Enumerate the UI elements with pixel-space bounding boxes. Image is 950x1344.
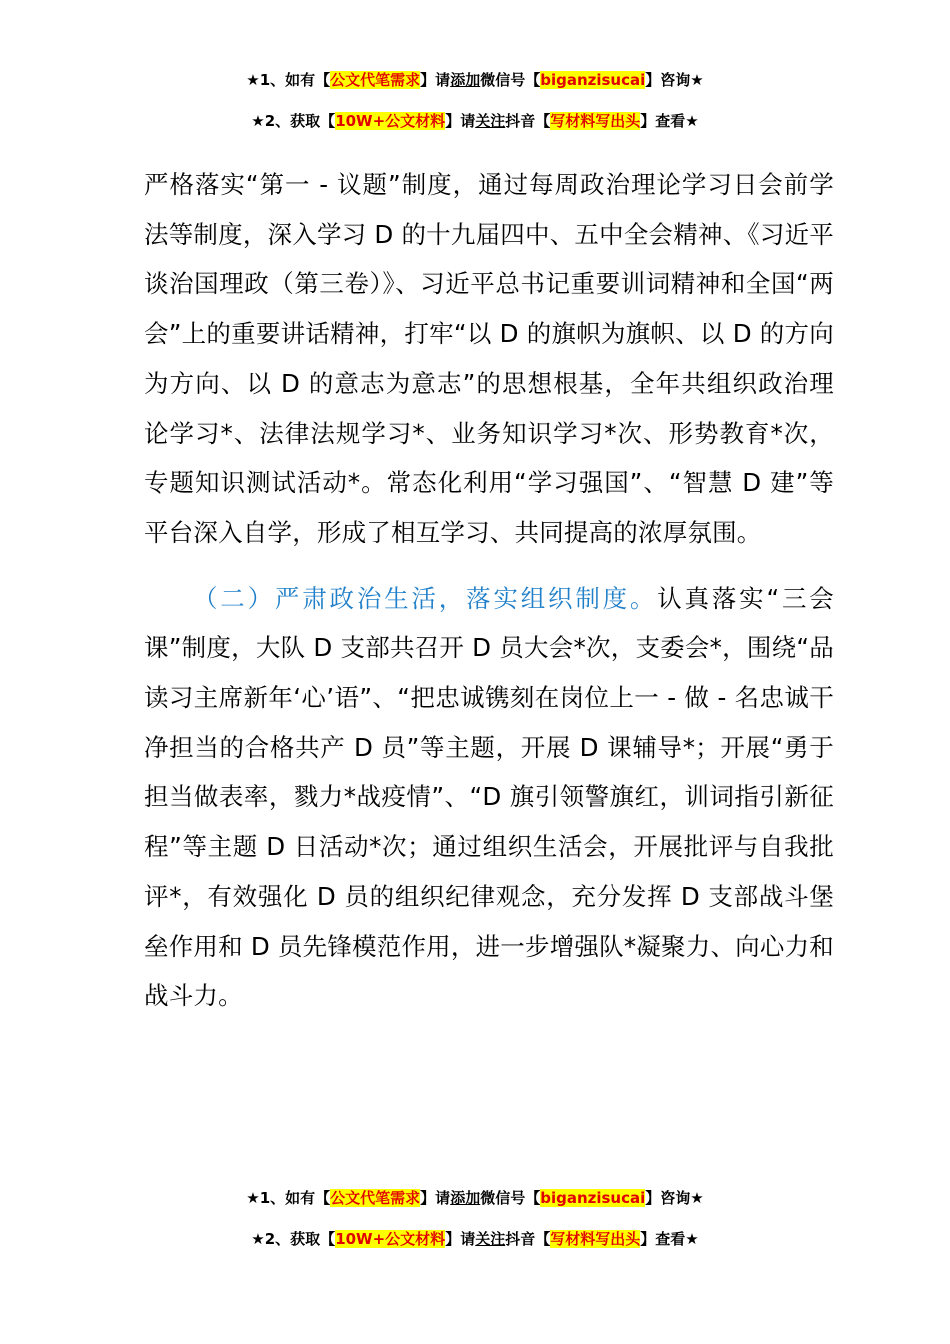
banner-text: 】查看★ <box>640 1230 699 1248</box>
top-banner-line-2 <box>0 111 950 131</box>
banner-text: 】咨询★ <box>645 1189 704 1207</box>
banner-highlight: 公文代笔需求 <box>330 71 421 89</box>
section-heading: （二）严肃政治生活，落实组织制度。 <box>193 583 658 613</box>
banner-text: ★1、如有【 <box>246 71 331 89</box>
banner-text: 微信号【 <box>480 71 541 89</box>
banner-text: 】请 <box>420 71 451 89</box>
banner-text: ★2、获取【 <box>251 112 336 130</box>
document-body <box>144 160 834 1021</box>
banner-underline: 添加 <box>450 71 481 89</box>
paragraph-1: 严格落实“第一 - 议题”制度，通过每周政治理论学习日会前学法等制度，深入学习 D 的十九届四中、五中全会精神、《习近平谈治国理政（第三卷）》、习近平总书记重要训词精神和全国“两会”上的重要讲话精神，打牢“以 D 的旗帜为旗帜、以 D 的方向为方向、以 D 的意志为意志”的思想根基，全年共组织政治理论学习*、法律法规学习*、业务知识学习*次、形势教育*次，专题知识测试活动*。常态化利用“学习强国”、“智慧 D 建”等平台深入自学，形成了相互学习、共同提高的浓厚氛围。 <box>144 170 834 547</box>
paragraph-2 <box>144 574 834 1021</box>
banner-text: 】查看★ <box>640 112 699 130</box>
banner-underline: 添加 <box>450 1189 481 1207</box>
banner-text: 】咨询★ <box>645 71 704 89</box>
banner-highlight: biganzisucai <box>540 71 646 89</box>
banner-underline: 关注 <box>475 1230 506 1248</box>
banner-text: 微信号【 <box>480 1189 541 1207</box>
banner-text: ★1、如有【 <box>246 1189 331 1207</box>
banner-text: 抖音【 <box>505 112 551 130</box>
banner-highlight: 写材料写出头 <box>550 112 641 130</box>
banner-text: 】请 <box>420 1189 451 1207</box>
banner-text: ★2、获取【 <box>251 1230 336 1248</box>
banner-text: 抖音【 <box>505 1230 551 1248</box>
bottom-banner-line-2 <box>0 1229 950 1249</box>
banner-highlight: 10W+公文材料 <box>335 112 446 130</box>
banner-highlight: 公文代笔需求 <box>330 1189 421 1207</box>
banner-underline: 关注 <box>475 112 506 130</box>
banner-highlight: 写材料写出头 <box>550 1230 641 1248</box>
banner-highlight: biganzisucai <box>540 1189 646 1207</box>
banner-text: 】请 <box>445 112 476 130</box>
bottom-banner-line-1 <box>0 1188 950 1208</box>
banner-text: 】请 <box>445 1230 476 1248</box>
paragraph-2-body: 认真落实“三会课”制度，大队 D 支部共召开 D 员大会*次，支委会*，围绕“品读习主席新年‘心’语”、“把忠诚镌刻在岗位上一 - 做 - 名忠诚干净担当的合格共产 D 员”等主题，开展 D 课辅导*；开展“勇于担当做表率，戮力*战疫情”、“D 旗引领警旗红，训词指引新征程”等主题 D 日活动*次；通过组织生活会，开展批评与自我批评*，有效强化 D 员的组织纪律观念，充分发挥 D 支部战斗堡垒作用和 D 员先锋模范作用，进一步增强队*凝聚力、向心力和战斗力。 <box>144 583 834 1011</box>
banner-highlight: 10W+公文材料 <box>335 1230 446 1248</box>
top-banner-line-1 <box>0 70 950 90</box>
